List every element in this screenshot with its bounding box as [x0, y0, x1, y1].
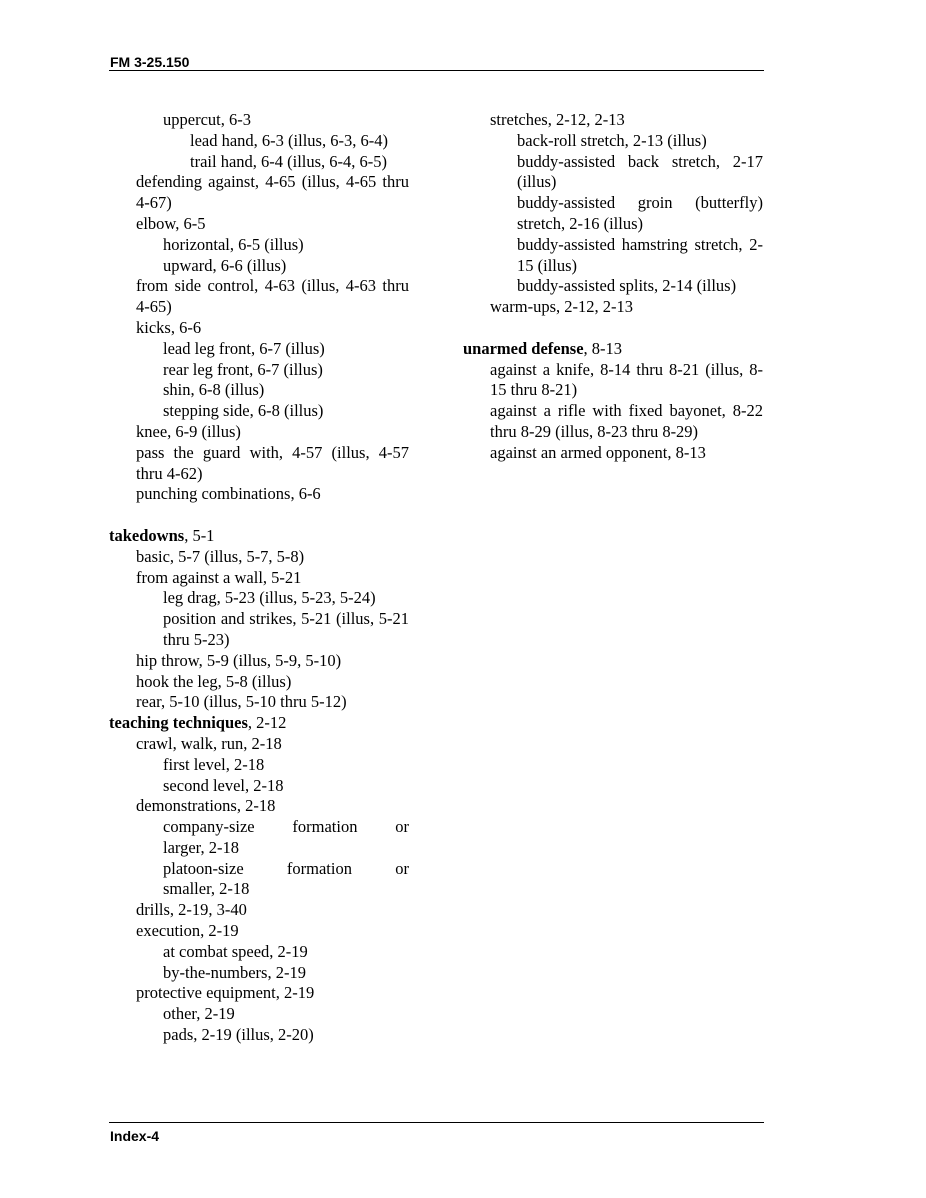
- index-entry-continuation: larger, 2-18: [163, 837, 240, 857]
- index-entry-justified-line: [163, 859, 409, 880]
- index-entry: [109, 360, 409, 381]
- index-entry: [109, 921, 409, 942]
- index-entry-word: or: [395, 858, 409, 878]
- index-entry-text: lead hand, 6-3 (illus, 6-3, 6-4): [190, 130, 388, 150]
- index-entry: [109, 796, 409, 817]
- index-entry: [463, 131, 763, 152]
- index-entry-text: , 5-1: [184, 525, 215, 545]
- index-entry-text: buddy-assisted back stretch, 2-17 (illus): [517, 151, 763, 192]
- index-entry: [463, 152, 763, 194]
- index-entry-text: horizontal, 6-5 (illus): [163, 234, 304, 254]
- index-entry: [109, 588, 409, 609]
- index-entry-text: upward, 6-6 (illus): [163, 255, 287, 275]
- index-entry-text: second level, 2-18: [163, 775, 284, 795]
- index-entry-text: position and strikes, 5-21 (illus, 5-21 thru 5-23): [163, 609, 409, 649]
- index-entry: [109, 214, 409, 235]
- index-entry-text: buddy-assisted splits, 2-14 (illus): [517, 276, 737, 296]
- index-entry-word: formation: [286, 858, 352, 878]
- index-entry: [109, 942, 409, 963]
- index-entry: [109, 755, 409, 776]
- index-entry: [109, 776, 409, 797]
- index-entry: [109, 1025, 409, 1046]
- index-entry: [109, 422, 409, 443]
- index-entry: [463, 339, 763, 360]
- index-entry: [463, 401, 763, 443]
- index-entry-text: stepping side, 6-8 (illus): [163, 401, 324, 421]
- index-entry-text: punching combinations, 6-6: [136, 484, 321, 504]
- index-entry-text: hip throw, 5-9 (illus, 5-9, 5-10): [136, 650, 342, 670]
- index-column-right: [463, 110, 763, 464]
- index-entry-text: against a knife, 8-14 thru 8-21 (illus, 8-15 thru 8-21): [490, 359, 763, 400]
- index-entry-text: pass the guard with, 4-57 (illus, 4-57 thru 4-62): [136, 442, 409, 483]
- index-entry-text: other, 2-19: [163, 1004, 235, 1024]
- index-entry-text: , 8-13: [583, 338, 623, 358]
- index-entry: [109, 172, 409, 214]
- index-entry-text: back-roll stretch, 2-13 (illus): [517, 130, 707, 150]
- index-entry-text: uppercut, 6-3: [163, 110, 251, 129]
- index-entry-continuation: smaller, 2-18: [163, 879, 250, 899]
- index-main-term: teaching techniques: [109, 713, 248, 733]
- index-entry: [109, 110, 409, 131]
- index-entry: [109, 963, 409, 984]
- index-entry-text: buddy-assisted hamstring stretch, 2-15 (illus): [517, 234, 763, 275]
- index-entry-text: pads, 2-19 (illus, 2-20): [163, 1025, 314, 1045]
- index-entry-text: from against a wall, 5-21: [136, 567, 302, 587]
- index-entry-text: first level, 2-18: [163, 754, 265, 774]
- index-entry-text: demonstrations, 2-18: [136, 796, 276, 816]
- index-entry: [109, 568, 409, 589]
- index-entry-word: formation: [292, 817, 358, 837]
- index-entry-text: against an armed opponent, 8-13: [490, 442, 706, 462]
- index-entry-text: lead leg front, 6-7 (illus): [163, 338, 325, 358]
- index-entry: [463, 193, 763, 235]
- index-entry-text: rear leg front, 6-7 (illus): [163, 359, 323, 379]
- index-entry-text: shin, 6-8 (illus): [163, 380, 265, 400]
- index-entry-text: trail hand, 6-4 (illus, 6-4, 6-5): [190, 151, 388, 171]
- entry-gap: [463, 318, 763, 339]
- index-entry-text: drills, 2-19, 3-40: [136, 900, 247, 920]
- index-entry: [109, 609, 409, 651]
- index-entry: [463, 297, 763, 318]
- footer-rule: [109, 1122, 764, 1123]
- index-entry: [463, 276, 763, 297]
- index-entry: [109, 983, 409, 1004]
- index-entry: [109, 713, 409, 734]
- index-entry: [463, 110, 763, 131]
- index-entry-text: leg drag, 5-23 (illus, 5-23, 5-24): [163, 588, 376, 608]
- index-entry: [109, 235, 409, 256]
- index-entry-text: rear, 5-10 (illus, 5-10 thru 5-12): [136, 692, 347, 712]
- index-entry-justified-line: [163, 817, 409, 838]
- index-entry: [109, 318, 409, 339]
- index-entry: [463, 360, 763, 402]
- index-entry-text: warm-ups, 2-12, 2-13: [490, 297, 633, 317]
- index-entry: [109, 484, 409, 505]
- index-entry: [109, 401, 409, 422]
- index-entry-word: or: [395, 817, 409, 837]
- index-entry: [463, 443, 763, 464]
- index-entry: [109, 443, 409, 485]
- index-entry: [109, 672, 409, 693]
- index-entry-text: from side control, 4-63 (illus, 4-63 thru 4-65): [136, 276, 409, 317]
- index-column-left: [109, 110, 409, 1046]
- index-entry: [109, 1004, 409, 1025]
- index-entry-text: kicks, 6-6: [136, 317, 202, 337]
- index-entry-text: buddy-assisted groin (butterfly) stretch, 2-16 (illus): [517, 193, 763, 233]
- index-entry-word: company-size: [163, 817, 255, 837]
- index-main-term: takedowns: [109, 525, 185, 545]
- index-entry-text: execution, 2-19: [136, 921, 239, 941]
- index-entry-text: hook the leg, 5-8 (illus): [136, 671, 292, 691]
- index-entry: [109, 526, 409, 547]
- index-entry: [109, 547, 409, 568]
- index-entry-text: against a rifle with fixed bayonet, 8-22 thru 8-29 (illus, 8-23 thru 8-29): [490, 401, 763, 441]
- index-entry: [109, 692, 409, 713]
- index-entry: [109, 380, 409, 401]
- index-entry-text: elbow, 6-5: [136, 213, 206, 233]
- index-entry-text: defending against, 4-65 (illus, 4-65 thru 4-67): [136, 172, 409, 213]
- page-number: Index-4: [110, 1128, 160, 1144]
- index-entry-text: by-the-numbers, 2-19: [163, 962, 306, 982]
- index-entry: [109, 152, 409, 173]
- index-entry: [109, 131, 409, 152]
- index-entry: [109, 339, 409, 360]
- index-entry: [109, 256, 409, 277]
- index-entry-text: knee, 6-9 (illus): [136, 421, 241, 441]
- index-entry: [109, 859, 409, 901]
- entry-gap: [109, 505, 409, 526]
- index-entry: [109, 734, 409, 755]
- index-entry-text: protective equipment, 2-19: [136, 983, 315, 1003]
- index-main-term: unarmed defense: [463, 338, 584, 358]
- index-entry: [109, 817, 409, 859]
- index-entry-text: basic, 5-7 (illus, 5-7, 5-8): [136, 546, 305, 566]
- index-entry: [109, 276, 409, 318]
- index-entry: [109, 900, 409, 921]
- index-entry-word: platoon-size: [163, 858, 244, 878]
- index-entry: [463, 235, 763, 277]
- index-entry: [109, 651, 409, 672]
- index-entry-text: stretches, 2-12, 2-13: [490, 110, 625, 129]
- index-entry-text: , 2-12: [247, 713, 287, 733]
- index-entry-text: at combat speed, 2-19: [163, 941, 308, 961]
- running-header: FM 3-25.150: [110, 54, 190, 70]
- header-rule: [109, 70, 764, 71]
- index-entry-text: crawl, walk, run, 2-18: [136, 733, 282, 753]
